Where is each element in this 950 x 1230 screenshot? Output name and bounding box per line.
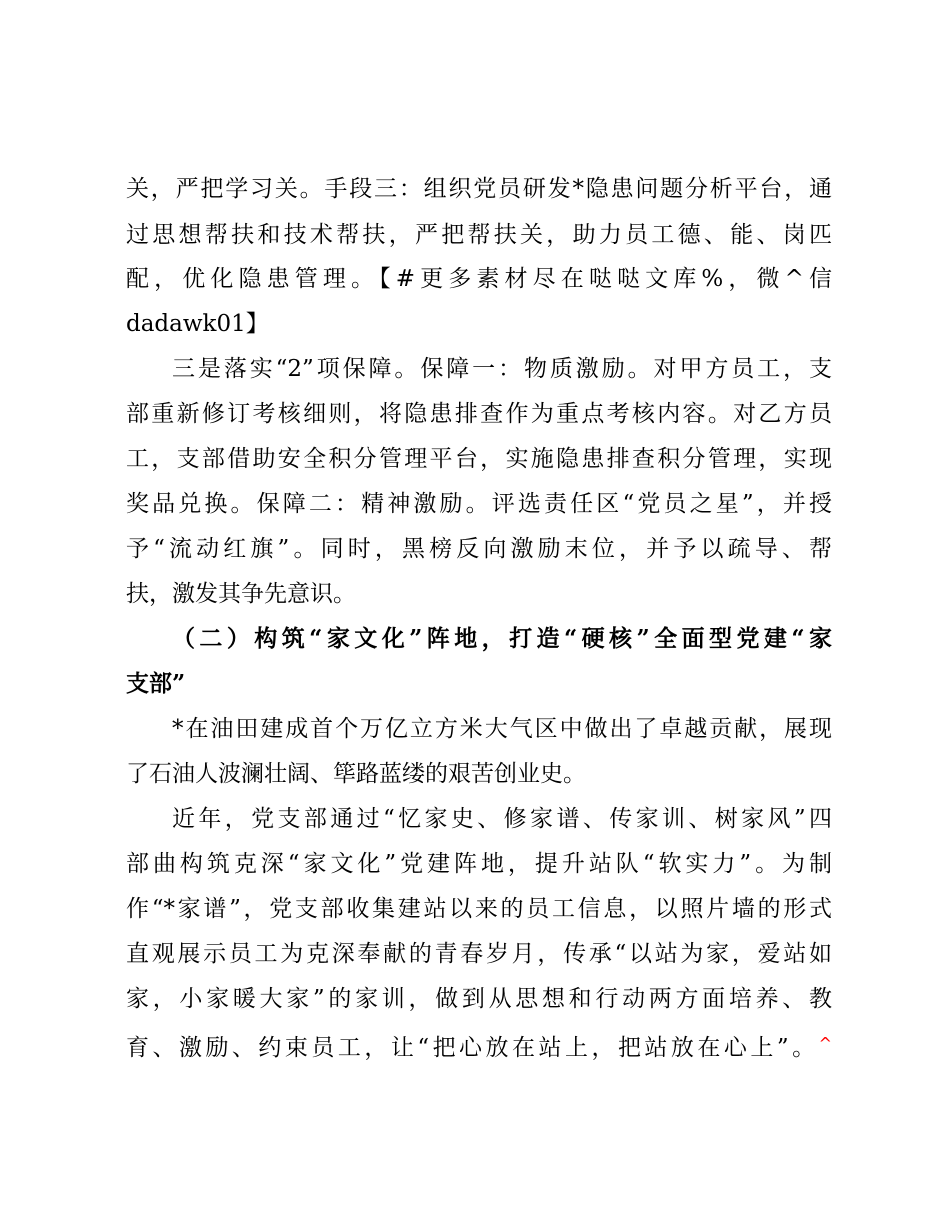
paragraph-mark: ^ [818, 1034, 832, 1053]
para4-line4: 直观展示员工为克深奉献的青春岁月，传承“以站为家，爱站如 [126, 941, 832, 967]
section-heading-line2: 支部” [126, 670, 186, 697]
para1-line3: 配，优化隐患管理。【#更多素材尽在哒哒文库%，微^信 [126, 266, 832, 292]
section-heading-line1: （二）构筑“家文化”阵地，打造“硬核”全面型党建“家 [172, 625, 832, 652]
para3-line2: 了石油人波澜壮阔、筚路蓝缕的艰苦创业史。 [126, 761, 586, 787]
para1-line4: dadawk01】 [126, 311, 269, 337]
para2-line5: 予“流动红旗”。同时，黑榜反向激励末位，并予以疏导、帮 [126, 536, 832, 562]
para2-line1: 三是落实“2”项保障。保障一：物质激励。对甲方员工，支 [172, 356, 832, 382]
para2-line3: 工，支部借助安全积分管理平台，实施隐患排查积分管理，实现 [126, 446, 832, 472]
para2-line6: 扶，激发其争先意识。 [126, 581, 356, 607]
para1-line1: 关，严把学习关。手段三：组织党员研发*隐患问题分析平台，通 [126, 176, 832, 202]
para2-line4: 奖品兑换。保障二：精神激励。评选责任区“党员之星”，并授 [126, 491, 832, 517]
para2-line2: 部重新修订考核细则，将隐患排查作为重点考核内容。对乙方员 [126, 401, 832, 427]
para3-line1: *在油田建成首个万亿立方米大气区中做出了卓越贡献，展现 [172, 716, 832, 742]
para4-line6 [126, 1023, 832, 1065]
para4-line3: 作“*家谱”，党支部收集建站以来的员工信息，以照片墙的形式 [126, 896, 832, 922]
para4-line6-text: 育、激励、约束员工，让“把心放在站上，把站放在心上”。 [126, 1035, 819, 1061]
para4-line2: 部曲构筑克深“家文化”党建阵地，提升站队“软实力”。为制 [126, 851, 832, 877]
para4-line1: 近年，党支部通过“忆家史、修家谱、传家训、树家风”四 [172, 806, 832, 832]
para1-line2: 过思想帮扶和技术帮扶，严把帮扶关，助力员工德、能、岗匹 [126, 222, 832, 248]
para4-line5: 家，小家暖大家”的家训，做到从思想和行动两方面培养、教 [126, 986, 832, 1012]
